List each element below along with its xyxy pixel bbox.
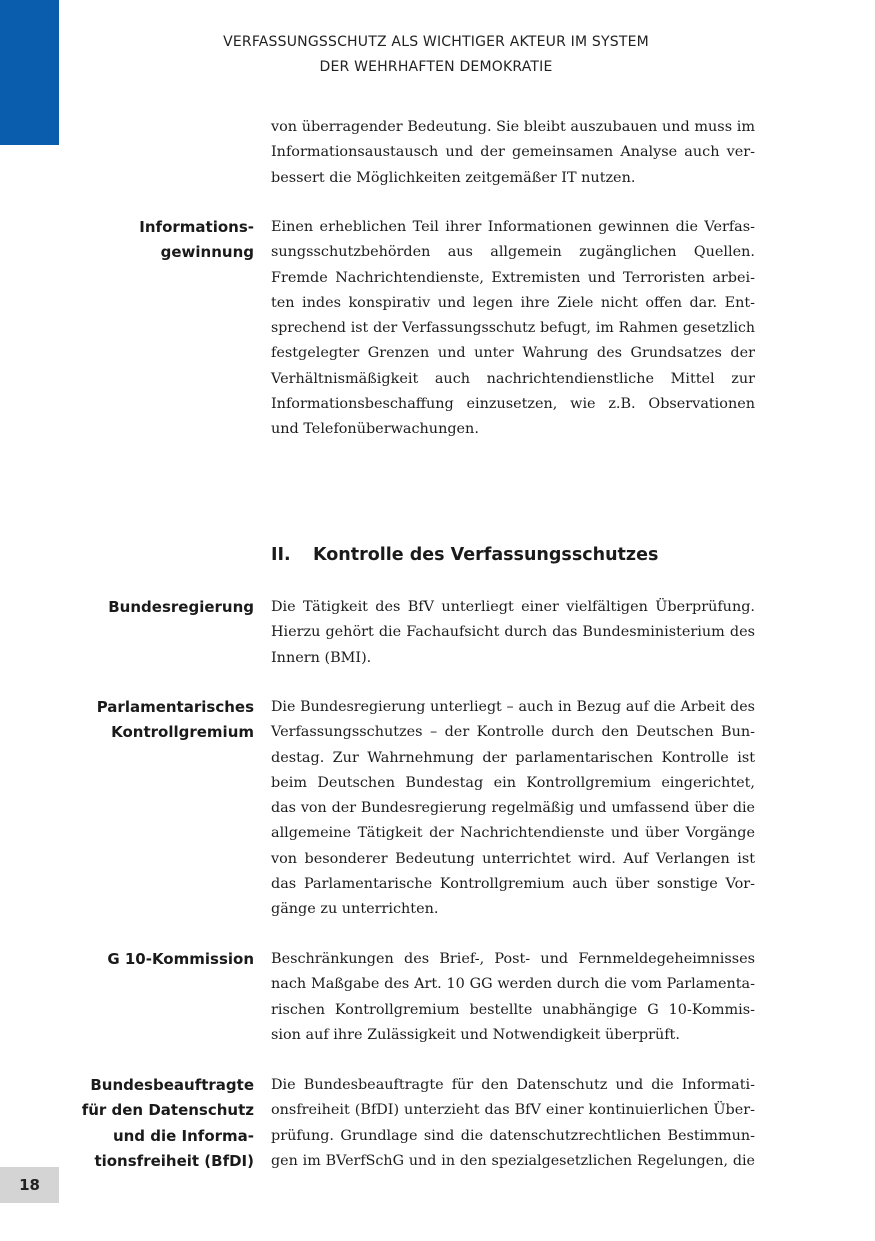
text-line: gen im BVerfSchG und in den spezialgesetzlichen Regelungen, die [271,1152,755,1169]
text-line: das von der Bundesregierung regelmäßig und umfassend über die [271,800,755,817]
section-number: II. [271,545,291,565]
label-line: und die Informa- [112,1126,254,1145]
label-line: G 10-Kommission [107,950,254,968]
label-line: für den Datenschutz [81,1101,254,1120]
text-line: von überragender Bedeutung. Sie bleibt auszubauen und muss im [271,119,755,135]
text-line: Innern (BMI). [271,649,372,666]
text-line: das Parlamentarische Kontrollgremium auch über sonstige Vor- [271,876,755,893]
text-line: onsfreiheit (BfDI) unterzieht das BfV einer kontinuierlichen Über- [271,1102,755,1119]
running-head-line-1: VERFASSUNGSSCHUTZ ALS WICHTIGER AKTEUR IM SYSTEM [223,34,649,50]
margin-label-kontrollgremium [54,695,254,746]
text-line: von besonderer Bedeutung unterrichtet wird. Auf Verlangen ist [271,850,755,867]
text-line: destag. Zur Wahrnehmung der parlamentarischen Kontrolle ist [271,749,755,766]
label-line: Parlamentarisches [96,698,254,716]
text-line: allgemeine Tätigkeit der Nachrichtendienste und über Vorgänge [271,825,755,842]
text-line: beim Deutschen Bundestag ein Kontrollgremium eingerichtet, [271,774,755,791]
page-number: 18 [0,1167,59,1203]
label-line: Informations- [139,218,254,236]
text-line: Verfassungsschutzes – der Kontrolle durch den Deutschen Bun- [271,724,755,741]
text-line: Die Tätigkeit des BfV unterliegt einer vielfältigen Überprüfung. [271,599,755,615]
text-line: Beschränkungen des Brief-, Post- und Fernmeldegeheimnisses [271,951,755,967]
paragraph-continuation [271,115,755,191]
margin-label-bfdi [54,1073,254,1174]
label-line: tionsfreiheit (BfDI) [94,1151,254,1170]
section-title: Kontrolle des Verfassungsschutzes [313,545,659,565]
text-line: Einen erheblichen Teil ihrer Informationen gewinnen die Verfas- [271,219,755,235]
paragraph-g10-kommission [271,947,755,1048]
text-line: Die Bundesregierung unterliegt – auch in Bezug auf die Arbeit des [271,699,755,715]
text-line: Informationsbeschaffung einzusetzen, wie z.B. Observationen [271,396,755,413]
paragraph-kontrollgremium [271,695,755,923]
text-line: sion auf ihre Zulässigkeit und Notwendigkeit überprüft. [271,1026,680,1043]
margin-label-informationsgewinnung [54,215,254,266]
text-line: bessert die Möglichkeiten zeitgemäßer IT nutzen. [271,169,636,186]
label-line: Kontrollgremium [111,723,254,742]
running-head-line-2: DER WEHRHAFTEN DEMOKRATIE [319,59,553,75]
margin-label-bundesregierung [54,595,254,620]
text-line: und Telefonüberwachungen. [271,421,479,438]
text-line: ten indes konspirativ und legen ihre Ziele nicht offen dar. Ent- [271,294,755,311]
text-line: Verhältnismäßigkeit auch nachrichtendienstliche Mittel zur [271,370,755,387]
text-line: prüfung. Grundlage sind die datenschutzrechtlichen Bestimmun- [271,1127,755,1144]
text-line: gänge zu unterrichten. [271,901,439,918]
label-line: Bundesregierung [108,598,254,616]
running-head [130,30,742,80]
text-line: Informationsaustausch und der gemeinsamen Analyse auch ver- [271,144,755,161]
paragraph-bfdi [271,1073,755,1174]
label-line: Bundesbeauftragte [90,1076,254,1094]
paragraph-informationsgewinnung [271,215,755,443]
label-line: gewinnung [160,243,254,262]
section-heading [271,542,658,568]
chapter-color-tab [0,0,59,145]
margin-label-g10-kommission [54,947,254,972]
text-line: Hierzu gehört die Fachaufsicht durch das Bundesministerium des [271,624,755,641]
text-line: nach Maßgabe des Art. 10 GG werden durch die vom Parlamenta- [271,976,755,993]
text-line: sprechend ist der Verfassungsschutz befugt, im Rahmen gesetzlich [271,320,755,337]
text-line: Die Bundesbeauftragte für den Datenschutz und die Informati- [271,1077,755,1093]
text-line: rischen Kontrollgremium bestellte unabhängige G 10-Kommis- [271,1001,755,1018]
paragraph-bundesregierung [271,595,755,671]
text-line: sungsschutzbehörden aus allgemein zugänglichen Quellen. [271,244,755,261]
text-line: Fremde Nachrichtendienste, Extremisten und Terroristen arbei- [271,269,755,286]
text-line: festgelegter Grenzen und unter Wahrung des Grundsatzes der [271,345,755,362]
